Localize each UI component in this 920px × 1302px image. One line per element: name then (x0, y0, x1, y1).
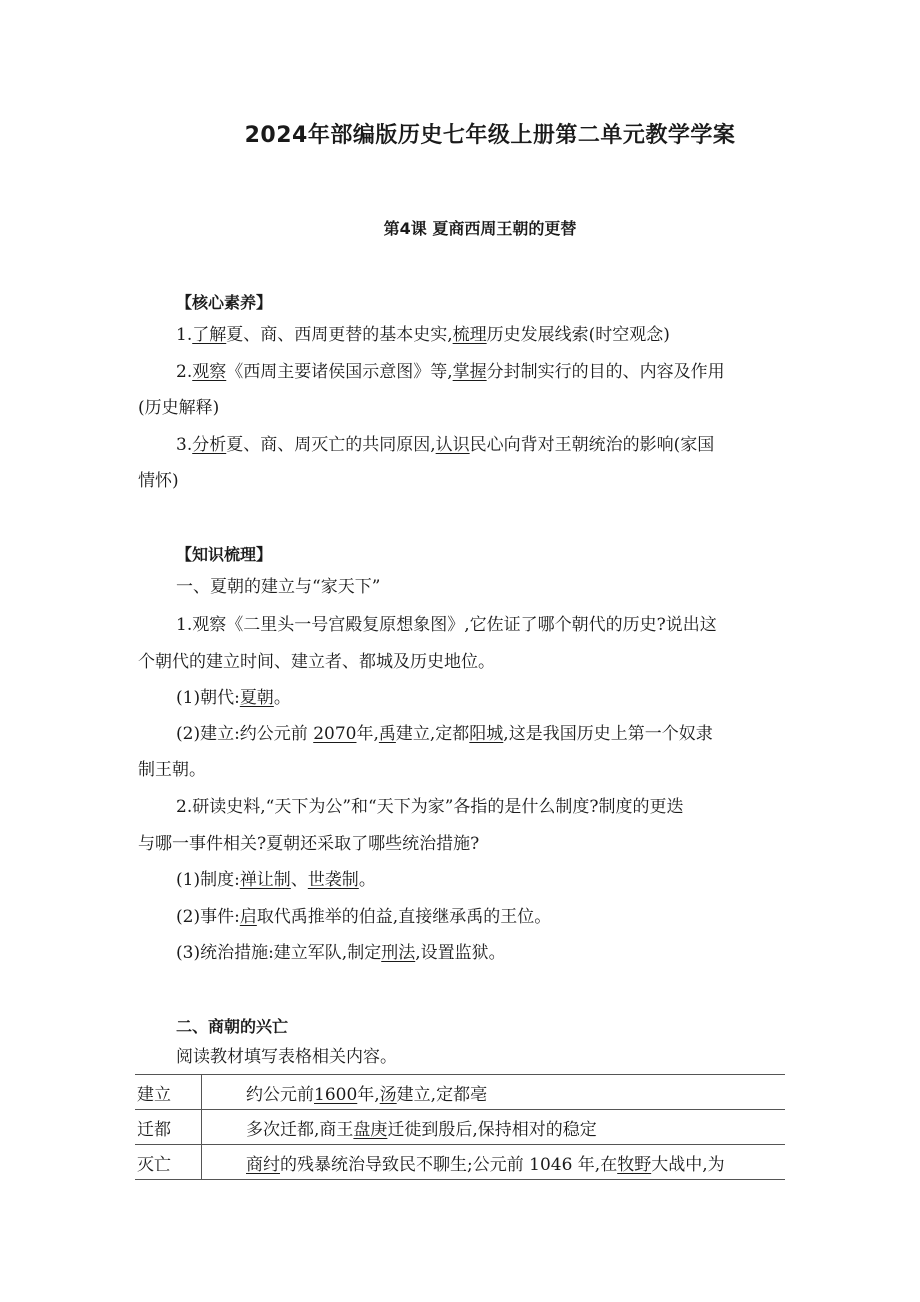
core-item-1: 1.了解夏、商、西周更替的基本史实,梳理历史发展线索(时空观念) (176, 325, 670, 345)
core-literacy-heading: 【核心素养】 (176, 293, 273, 312)
answer-2-3: (3)统治措施:建立军队,制定刑法,设置监狱。 (176, 943, 506, 963)
row-content: 约公元前1600年,汤建立,定都亳 (202, 1075, 786, 1110)
lesson-title: 第4课 夏商西周王朝的更替 (383, 219, 577, 238)
row-label: 建立 (135, 1075, 202, 1110)
answer-1-2-cont: 制王朝。 (138, 760, 206, 780)
table-intro: 阅读教材填写表格相关内容。 (176, 1047, 397, 1067)
section-1-title: 一、夏朝的建立与“家天下” (176, 577, 381, 597)
question-1: 1.观察《二里头一号宫殿复原想象图》,它佐证了哪个朝代的历史?说出这 (176, 615, 717, 635)
question-2-cont: 与哪一事件相关?夏朝还采取了哪些统治措施? (138, 834, 480, 854)
document-title: 2024年部编版历史七年级上册第二单元教学学案 (244, 123, 736, 148)
core-item-3: 3.分析夏、商、周灭亡的共同原因,认识民心向背对王朝统治的影响(家国 (176, 435, 715, 455)
section-2-title: 二、商朝的兴亡 (176, 1017, 289, 1036)
question-2: 2.研读史料,“天下为公”和“天下为家”各指的是什么制度?制度的更迭 (176, 797, 684, 817)
table-row (135, 1145, 785, 1180)
core-item-3-cont: 情怀) (138, 471, 179, 491)
table-row (135, 1075, 785, 1110)
core-item-2-cont: (历史解释) (138, 398, 220, 418)
question-1-cont: 个朝代的建立时间、建立者、都城及历史地位。 (138, 652, 495, 672)
answer-1-1: (1)朝代:夏朝。 (176, 688, 291, 708)
row-label: 灭亡 (135, 1145, 202, 1180)
row-label: 迁都 (135, 1110, 202, 1145)
row-content: 商纣的残暴统治导致民不聊生;公元前 1046 年,在牧野大战中,为 (202, 1145, 786, 1180)
row-content: 多次迁都,商王盘庚迁徙到殷后,保持相对的稳定 (202, 1110, 786, 1145)
answer-1-2: (2)建立:约公元前 2070年,禹建立,定都阳城,这是我国历史上第一个奴隶 (176, 724, 713, 744)
answer-2-2: (2)事件:启取代禹推举的伯益,直接继承禹的王位。 (176, 907, 552, 927)
shang-table (135, 1074, 785, 1180)
table-row (135, 1110, 785, 1145)
core-item-2: 2.观察《西周主要诸侯国示意图》等,掌握分封制实行的目的、内容及作用 (176, 362, 725, 382)
answer-2-1: (1)制度:禅让制、世袭制。 (176, 870, 376, 890)
knowledge-heading: 【知识梳理】 (176, 545, 273, 564)
